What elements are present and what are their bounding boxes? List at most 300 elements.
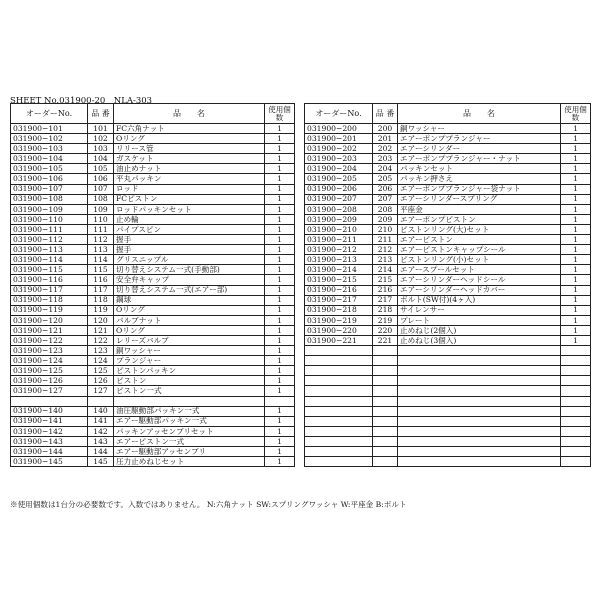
order-no-cell: 031900−125 [11, 366, 88, 376]
qty-cell: 1 [561, 174, 591, 184]
table-row [11, 245, 295, 255]
table-row [11, 295, 295, 305]
order-no-cell: 031900−119 [11, 305, 88, 315]
table-row [305, 335, 591, 345]
part-no-cell: 143 [88, 436, 114, 446]
table-row [11, 194, 295, 204]
part-no-cell: 142 [88, 426, 114, 436]
qty-cell: 1 [265, 265, 295, 275]
part-no-cell: 210 [373, 224, 398, 234]
part-name-cell: 油圧駆動部パッキン一式 [114, 406, 265, 416]
order-no-header: オーダーNo. [305, 104, 373, 124]
qty-header: 使用個数 [265, 104, 295, 124]
table-row [11, 184, 295, 194]
order-no-cell [305, 457, 373, 467]
part-no-cell: 109 [88, 204, 114, 214]
part-name-cell: 止めねじ(3個入) [398, 335, 561, 345]
part-no-cell [88, 396, 114, 406]
order-no-cell: 031900−103 [11, 144, 88, 154]
part-no-cell: 207 [373, 194, 398, 204]
part-no-cell: 217 [373, 295, 398, 305]
qty-cell: 1 [561, 134, 591, 144]
table-header-row [11, 104, 295, 124]
part-name-cell: エアーシリンダースプリング [398, 194, 561, 204]
order-no-cell: 031900−127 [11, 386, 88, 396]
part-no-cell: 204 [373, 164, 398, 174]
part-no-cell [373, 436, 398, 446]
order-no-cell: 031900−206 [305, 184, 373, 194]
part-no-cell: 117 [88, 285, 114, 295]
part-no-cell: 144 [88, 447, 114, 457]
part-name-cell: ピストン一式 [114, 386, 265, 396]
order-no-cell: 031900−203 [305, 154, 373, 164]
table-row [305, 295, 591, 305]
part-no-cell [373, 447, 398, 457]
qty-cell: 1 [265, 164, 295, 174]
qty-cell: 1 [265, 356, 295, 366]
table-row [305, 214, 591, 224]
order-no-cell [305, 396, 373, 406]
qty-cell: 1 [561, 295, 591, 305]
part-no-cell [373, 376, 398, 386]
part-name-cell: 平丸パッキン [114, 174, 265, 184]
table-row [11, 144, 295, 154]
order-no-cell: 031900−219 [305, 315, 373, 325]
table-row [305, 154, 591, 164]
table-row [305, 457, 591, 467]
order-no-cell: 031900−114 [11, 255, 88, 265]
part-name-cell [398, 366, 561, 376]
order-no-cell: 031900−220 [305, 325, 373, 335]
table-row [11, 406, 295, 416]
order-no-header: オーダーNo. [11, 104, 88, 124]
order-no-cell: 031900−111 [11, 224, 88, 234]
part-no-cell: 202 [373, 144, 398, 154]
qty-cell: 1 [265, 315, 295, 325]
qty-cell: 1 [265, 346, 295, 356]
part-name-cell: ピストンリング(小)セット [398, 255, 561, 265]
order-no-cell [305, 436, 373, 446]
part-name-cell: エアーポンププランジャー [398, 134, 561, 144]
part-no-cell: 110 [88, 214, 114, 224]
part-no-cell: 205 [373, 174, 398, 184]
part-name-cell [398, 376, 561, 386]
order-no-cell [305, 406, 373, 416]
part-no-cell: 213 [373, 255, 398, 265]
qty-cell: 1 [561, 164, 591, 174]
table-row [11, 376, 295, 386]
part-no-cell: 206 [373, 184, 398, 194]
part-no-cell [373, 386, 398, 396]
part-no-cell: 201 [373, 134, 398, 144]
order-no-cell: 031900−141 [11, 416, 88, 426]
part-no-cell: 123 [88, 346, 114, 356]
part-name-cell: エアーピストン [398, 235, 561, 245]
qty-cell: 1 [561, 265, 591, 275]
part-no-cell: 124 [88, 356, 114, 366]
part-name-cell: 鋼球 [114, 295, 265, 305]
order-no-cell: 031900−117 [11, 285, 88, 295]
qty-cell [561, 406, 591, 416]
qty-cell [561, 376, 591, 386]
part-no-cell: 120 [88, 315, 114, 325]
part-name-cell: エアーピストンキャップシール [398, 245, 561, 255]
qty-cell: 1 [265, 204, 295, 214]
part-no-cell: 115 [88, 265, 114, 275]
order-no-cell: 031900−144 [11, 447, 88, 457]
qty-cell: 1 [561, 275, 591, 285]
part-name-cell: 止めねじ(2個入) [398, 325, 561, 335]
table-row [11, 305, 295, 315]
part-name-cell: Oリング [114, 134, 265, 144]
part-name-cell: ピストンパッキン [114, 366, 265, 376]
qty-cell: 1 [561, 335, 591, 345]
part-no-cell: 221 [373, 335, 398, 345]
part-name-cell: エアー駆動部アッセンブリ [114, 447, 265, 457]
order-no-cell: 031900−115 [11, 265, 88, 275]
qty-cell: 1 [561, 224, 591, 234]
qty-cell [561, 396, 591, 406]
table-row [305, 224, 591, 234]
table-row [305, 194, 591, 204]
order-no-cell [305, 356, 373, 366]
order-no-cell: 031900−104 [11, 154, 88, 164]
part-no-cell: 208 [373, 204, 398, 214]
order-no-cell: 031900−210 [305, 224, 373, 234]
part-name-cell [398, 346, 561, 356]
qty-cell: 1 [265, 376, 295, 386]
part-no-cell: 116 [88, 275, 114, 285]
table-row [305, 204, 591, 214]
part-name-cell: 平座金 [398, 204, 561, 214]
table-row [11, 315, 295, 325]
order-no-cell: 031900−113 [11, 245, 88, 255]
part-name-cell: グリスニップル [114, 255, 265, 265]
qty-cell: 1 [561, 245, 591, 255]
part-no-cell: 211 [373, 235, 398, 245]
qty-cell: 1 [561, 255, 591, 265]
part-name-cell: エアーポンププランジャー袋ナット [398, 184, 561, 194]
part-name-cell [114, 396, 265, 406]
qty-cell: 1 [265, 184, 295, 194]
order-no-cell: 031900−145 [11, 457, 88, 467]
qty-cell: 1 [561, 154, 591, 164]
table-row [305, 346, 591, 356]
order-no-cell: 031900−140 [11, 406, 88, 416]
table-row [11, 436, 295, 446]
table-row [11, 325, 295, 335]
order-no-cell: 031900−218 [305, 305, 373, 315]
table-row [305, 315, 591, 325]
part-name-cell: ロッド [114, 184, 265, 194]
qty-cell [561, 426, 591, 436]
table-row [305, 386, 591, 396]
table-row [305, 235, 591, 245]
part-name-cell: 切り替えシステム一式(エアー部) [114, 285, 265, 295]
part-no-cell: 112 [88, 235, 114, 245]
order-no-cell: 031900−217 [305, 295, 373, 305]
part-name-cell: 油止めナット [114, 164, 265, 174]
table-row [11, 174, 295, 184]
qty-cell: 1 [265, 194, 295, 204]
order-no-cell [305, 416, 373, 426]
part-no-cell: 125 [88, 366, 114, 376]
qty-cell [561, 447, 591, 457]
table-row [305, 426, 591, 436]
table-row [305, 416, 591, 426]
part-name-cell: パイプスピン [114, 224, 265, 234]
part-name-cell: FC六角ナット [114, 124, 265, 134]
part-name-cell [398, 436, 561, 446]
table-row [11, 366, 295, 376]
table-row [305, 174, 591, 184]
table-row [11, 265, 295, 275]
part-name-cell: エアーシリンダーヘッドカバー [398, 285, 561, 295]
order-no-cell [305, 346, 373, 356]
qty-cell: 1 [265, 366, 295, 376]
qty-cell: 1 [265, 305, 295, 315]
part-no-cell [373, 426, 398, 436]
part-name-cell: エアーポンププランジャー・ナット [398, 154, 561, 164]
qty-cell: 1 [265, 457, 295, 467]
qty-cell: 1 [265, 124, 295, 134]
table-row [11, 416, 295, 426]
table-row [305, 366, 591, 376]
part-no-cell [373, 406, 398, 416]
table-header-row [305, 104, 591, 124]
table-row [11, 386, 295, 396]
part-name-cell [398, 426, 561, 436]
qty-cell: 1 [561, 214, 591, 224]
order-no-cell: 031900−204 [305, 164, 373, 174]
qty-cell: 1 [265, 406, 295, 416]
qty-cell: 1 [265, 426, 295, 436]
order-no-cell [305, 447, 373, 457]
table-row [305, 184, 591, 194]
table-row [305, 134, 591, 144]
table-row [305, 396, 591, 406]
table-row [11, 164, 295, 174]
part-no-cell: 212 [373, 245, 398, 255]
order-no-cell: 031900−102 [11, 134, 88, 144]
order-no-cell: 031900−118 [11, 295, 88, 305]
part-name-cell: 止め輪 [114, 214, 265, 224]
part-name-cell [398, 457, 561, 467]
qty-cell: 1 [561, 235, 591, 245]
part-no-cell: 121 [88, 325, 114, 335]
order-no-cell: 031900−109 [11, 204, 88, 214]
qty-cell: 1 [561, 305, 591, 315]
part-no-cell: 107 [88, 184, 114, 194]
part-no-cell [373, 416, 398, 426]
order-no-cell: 031900−213 [305, 255, 373, 265]
order-no-cell: 031900−126 [11, 376, 88, 386]
part-name-cell: パッキン押さえ [398, 174, 561, 184]
qty-cell: 1 [561, 285, 591, 295]
part-no-cell: 103 [88, 144, 114, 154]
part-name-cell: ピストン [114, 376, 265, 386]
part-no-cell: 105 [88, 164, 114, 174]
part-name-cell [398, 356, 561, 366]
table-row [11, 346, 295, 356]
part-no-cell: 108 [88, 194, 114, 204]
part-name-cell: パッキンセット [398, 164, 561, 174]
table-row [11, 204, 295, 214]
order-no-cell: 031900−106 [11, 174, 88, 184]
table-row [305, 325, 591, 335]
qty-cell: 1 [561, 144, 591, 154]
part-no-cell [373, 396, 398, 406]
part-name-cell: プランジャー [114, 356, 265, 366]
part-no-cell [373, 366, 398, 376]
part-name-cell: サイレンサー [398, 305, 561, 315]
order-no-cell [305, 386, 373, 396]
part-no-cell: 119 [88, 305, 114, 315]
table-row [11, 235, 295, 245]
order-no-cell: 031900−221 [305, 335, 373, 345]
part-name-cell: Oリング [114, 305, 265, 315]
order-no-cell: 031900−121 [11, 325, 88, 335]
part-name-cell: パッキンアッセンブリセット [114, 426, 265, 436]
table-row [11, 356, 295, 366]
order-no-cell: 031900−107 [11, 184, 88, 194]
order-no-cell: 031900−110 [11, 214, 88, 224]
order-no-cell: 031900−123 [11, 346, 88, 356]
qty-cell: 1 [265, 214, 295, 224]
part-name-cell [398, 396, 561, 406]
order-no-cell: 031900−120 [11, 315, 88, 325]
part-name-cell: 安全弁キャップ [114, 275, 265, 285]
part-no-cell: 114 [88, 255, 114, 265]
parts-table-left [10, 103, 295, 467]
table-row [305, 275, 591, 285]
table-row [305, 265, 591, 275]
part-name-cell: 握手 [114, 245, 265, 255]
table-row [11, 154, 295, 164]
order-no-cell: 031900−142 [11, 426, 88, 436]
part-name-cell: ガスケット [114, 154, 265, 164]
table-row [305, 255, 591, 265]
qty-cell: 1 [561, 325, 591, 335]
qty-header: 使用個数 [561, 104, 591, 124]
part-name-cell: ロッドパッキンセット [114, 204, 265, 214]
part-name-cell: 圧力止めねじセット [114, 457, 265, 467]
qty-cell [561, 356, 591, 366]
qty-cell: 1 [265, 144, 295, 154]
sheet-title: SHEET No.031900-20 NLA-303 [10, 96, 153, 106]
part-no-header: 品 番 [88, 104, 114, 124]
part-name-cell [398, 406, 561, 416]
order-no-cell: 031900−211 [305, 235, 373, 245]
part-name-cell: エアーシリンダー [398, 144, 561, 154]
qty-cell: 1 [265, 134, 295, 144]
qty-cell: 1 [265, 154, 295, 164]
part-no-cell: 215 [373, 275, 398, 285]
order-no-cell: 031900−108 [11, 194, 88, 204]
table-row [305, 406, 591, 416]
part-no-cell [373, 356, 398, 366]
table-row [11, 224, 295, 234]
part-no-cell: 220 [373, 325, 398, 335]
qty-cell: 1 [265, 285, 295, 295]
order-no-cell: 031900−214 [305, 265, 373, 275]
qty-cell: 1 [561, 124, 591, 134]
table-row [11, 255, 295, 265]
part-name-cell: リリース管 [114, 144, 265, 154]
part-no-cell: 141 [88, 416, 114, 426]
order-no-cell: 031900−101 [11, 124, 88, 134]
order-no-cell: 031900−124 [11, 356, 88, 366]
table-row [11, 335, 295, 345]
table-row [305, 376, 591, 386]
table-row [11, 447, 295, 457]
qty-cell: 1 [561, 194, 591, 204]
order-no-cell: 031900−208 [305, 204, 373, 214]
qty-cell: 1 [265, 386, 295, 396]
part-name-cell [398, 447, 561, 457]
order-no-cell [305, 366, 373, 376]
table-row [11, 285, 295, 295]
order-no-cell [305, 426, 373, 436]
order-no-cell: 031900−143 [11, 436, 88, 446]
part-name-cell: エアーシリンダーヘッドシール [398, 275, 561, 285]
parts-table-right-body [305, 124, 591, 467]
qty-cell: 1 [265, 174, 295, 184]
part-name-header: 品 名 [398, 104, 561, 124]
part-no-cell: 127 [88, 386, 114, 396]
part-no-cell: 200 [373, 124, 398, 134]
part-name-header: 品 名 [114, 104, 265, 124]
qty-cell: 1 [265, 447, 295, 457]
part-no-cell: 140 [88, 406, 114, 416]
part-no-cell: 219 [373, 315, 398, 325]
order-no-cell: 031900−200 [305, 124, 373, 134]
qty-cell: 1 [265, 245, 295, 255]
qty-cell [561, 366, 591, 376]
part-name-cell: バルブナット [114, 315, 265, 325]
part-no-cell: 218 [373, 305, 398, 315]
parts-table-right [304, 103, 591, 467]
part-no-cell: 122 [88, 335, 114, 345]
part-name-cell [398, 386, 561, 396]
part-name-cell: 切り替えシステム一式(手動部) [114, 265, 265, 275]
qty-cell: 1 [265, 436, 295, 446]
part-no-cell: 106 [88, 174, 114, 184]
order-no-cell: 031900−116 [11, 275, 88, 285]
part-name-cell: エアースプールセット [398, 265, 561, 275]
part-name-cell: 銅ワッシャー [398, 124, 561, 134]
qty-cell: 1 [265, 235, 295, 245]
part-no-header: 品 番 [373, 104, 398, 124]
order-no-cell: 031900−112 [11, 235, 88, 245]
qty-cell: 1 [561, 315, 591, 325]
table-row [305, 436, 591, 446]
qty-cell: 1 [265, 255, 295, 265]
parts-table-left-body [11, 124, 295, 467]
qty-cell [561, 436, 591, 446]
table-row [11, 457, 295, 467]
part-no-cell: 145 [88, 457, 114, 467]
qty-cell: 1 [265, 275, 295, 285]
part-name-cell: プレート [398, 315, 561, 325]
part-no-cell: 216 [373, 285, 398, 295]
qty-cell [561, 346, 591, 356]
part-no-cell [373, 346, 398, 356]
table-row [305, 356, 591, 366]
part-no-cell: 118 [88, 295, 114, 305]
part-name-cell: 銅ワッシャー [114, 346, 265, 356]
table-row [11, 134, 295, 144]
